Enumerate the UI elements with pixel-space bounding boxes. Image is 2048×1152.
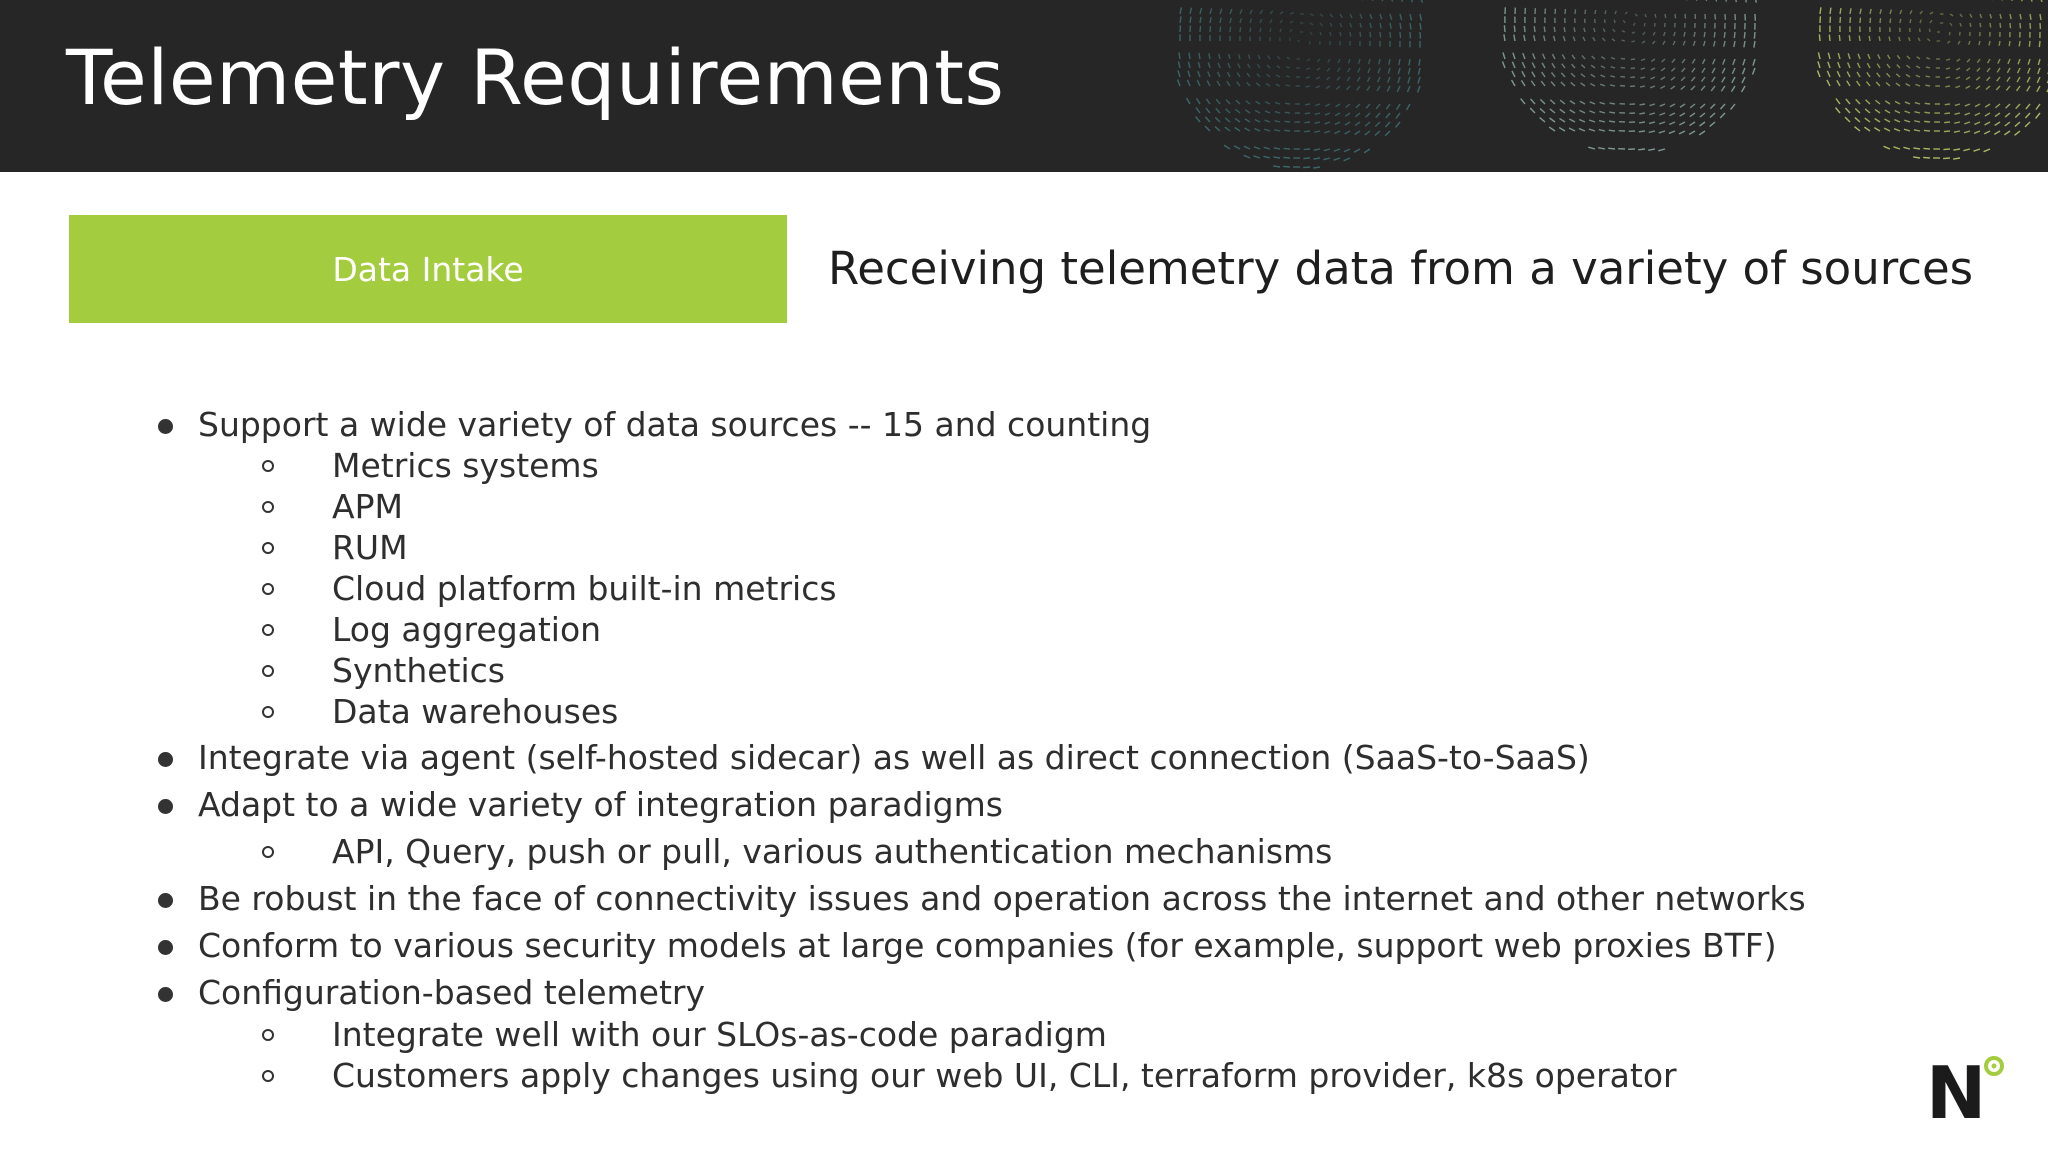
sub-bullet-item: [150, 487, 1950, 527]
bullet-list: [150, 405, 1950, 1096]
bullet-text: API, Query, push or pull, various authentication mechanisms: [332, 832, 1333, 871]
nobl9-logo-icon: [1926, 1050, 2006, 1122]
bullet-ring-icon: [262, 846, 274, 858]
sub-bullet-item: [150, 610, 1950, 650]
section-badge: [69, 215, 787, 323]
bullet-text: APM: [332, 487, 403, 526]
bullet-ring-icon: [262, 665, 274, 677]
bullet-text: Cloud platform built-in metrics: [332, 569, 837, 608]
bullet-text: RUM: [332, 528, 408, 567]
bullet-text: Data warehouses: [332, 692, 619, 731]
bullet-text: Customers apply changes using our web UI, CLI, terraform provider, k8s operator: [332, 1056, 1677, 1095]
logo-letter: N: [1926, 1051, 1987, 1122]
bullet-ring-icon: [262, 706, 274, 718]
sub-bullet-item: [150, 651, 1950, 691]
bullet-item: [150, 405, 1950, 445]
bullet-ring-icon: [262, 501, 274, 513]
bullet-item: [150, 973, 1950, 1013]
bullet-text: Configuration-based telemetry: [198, 973, 706, 1012]
bullet-text: Conform to various security models at large companies (for example, support web proxies BTF): [198, 926, 1777, 965]
sub-bullet-item: [150, 832, 1950, 872]
bullet-text: Synthetics: [332, 651, 505, 690]
bullet-dot-icon: [158, 893, 173, 908]
bullet-dot-icon: [158, 419, 173, 434]
bullet-text: Log aggregation: [332, 610, 602, 649]
sub-bullet-item: [150, 446, 1950, 486]
bullet-dot-icon: [158, 799, 173, 814]
bullet-item: [150, 738, 1950, 778]
bullet-ring-icon: [262, 460, 274, 472]
sub-bullet-item: [150, 1056, 1950, 1096]
bullet-text: Adapt to a wide variety of integration paradigms: [198, 785, 1003, 824]
bullet-ring-icon: [262, 1029, 274, 1041]
section-badge-label: Data Intake: [332, 249, 524, 289]
sub-bullet-item: [150, 692, 1950, 732]
bullet-text: Integrate well with our SLOs-as-code paradigm: [332, 1015, 1107, 1054]
section-description: Receiving telemetry data from a variety of sources: [828, 242, 1974, 295]
slide-header: [0, 0, 2048, 172]
bullet-ring-icon: [262, 624, 274, 636]
bullet-ring-icon: [262, 542, 274, 554]
bullet-text: Integrate via agent (self-hosted sidecar) as well as direct connection (SaaS-to-SaaS): [198, 738, 1590, 777]
bullet-item: [150, 926, 1950, 966]
bullet-dot-icon: [158, 940, 173, 955]
bullet-text: Be robust in the face of connectivity issues and operation across the internet and other networks: [198, 879, 1806, 918]
bullet-ring-icon: [262, 1070, 274, 1082]
dotted-pattern-art: [1150, 0, 2048, 172]
bullet-dot-icon: [158, 987, 173, 1002]
bullet-item: [150, 879, 1950, 919]
bullet-text: Support a wide variety of data sources -- 15 and counting: [198, 405, 1152, 444]
bullet-item: [150, 785, 1950, 825]
bullet-ring-icon: [262, 583, 274, 595]
sub-bullet-item: [150, 1015, 1950, 1055]
bullet-text: Metrics systems: [332, 446, 599, 485]
sub-bullet-item: [150, 569, 1950, 609]
page-title: Telemetry Requirements: [66, 33, 1005, 122]
sub-bullet-item: [150, 528, 1950, 568]
bullet-dot-icon: [158, 752, 173, 767]
